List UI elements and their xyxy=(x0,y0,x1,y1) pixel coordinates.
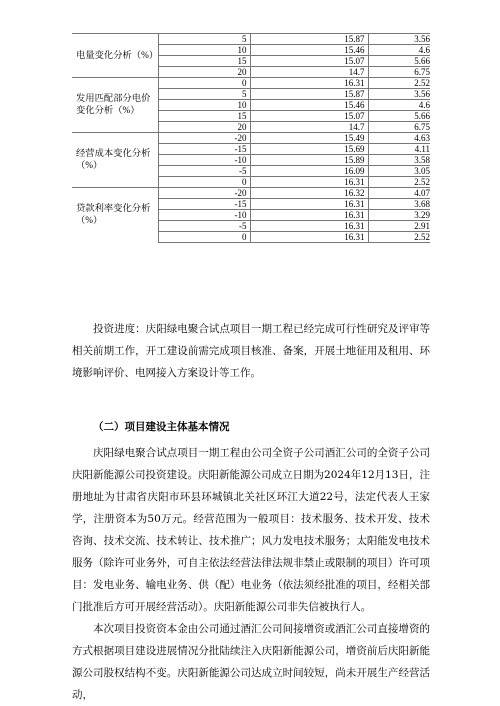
payback-cell: 4.63 xyxy=(368,133,430,144)
change-percent-cell: 10 xyxy=(158,100,250,111)
change-percent-cell: -5 xyxy=(158,166,250,177)
payback-cell: 6.75 xyxy=(368,122,430,133)
capital-injection-paragraph: 本次项目投资资本金由公司通过酒汇公司间接增资或酒汇公司直接增资的方式根据项目建设进展情况分批陆续注入庆阳新能源公司，增资前后庆阳新能源公司股权结构不变。庆阳新能源公司达成立时间较短，尚未开展生产经营活动， xyxy=(72,623,430,701)
change-percent-cell: 5 xyxy=(158,34,250,45)
irr-cell: 16.31 xyxy=(250,78,368,89)
irr-cell: 16.09 xyxy=(250,166,368,177)
payback-cell: 2.52 xyxy=(368,177,430,188)
change-percent-cell: -5 xyxy=(158,221,250,232)
irr-cell: 16.31 xyxy=(250,221,368,232)
irr-cell: 15.46 xyxy=(250,100,368,111)
payback-cell: 3.58 xyxy=(368,155,430,166)
irr-cell: 15.46 xyxy=(250,45,368,56)
analysis-category-label: 经营成本变化分析（%） xyxy=(72,133,158,188)
change-percent-cell: 10 xyxy=(158,45,250,56)
change-percent-cell: -20 xyxy=(158,133,250,144)
analysis-category-label: 电量变化分析（%） xyxy=(72,34,158,78)
payback-cell: 4.6 xyxy=(368,45,430,56)
entity-info-paragraph: 庆阳绿电聚合试点项目一期工程由公司全资子公司酒汇公司的全资子公司庆阳新能源公司投资建设。庆阳新能源公司成立日期为2024年12月13日，注册地址为甘肃省庆阳市环县环城镇北关社区环江大道22号，法定代表人王家学，注册资本为50万元。经营范围为一般项目：技术服务、技术开发、技术咨询、技术交流、技术转让、技术推广；风力发电技术服务；太阳能发电技术服务（除许可业务外，可自主依法经营法律法规非禁止或限制的项目）许可项目：发电业务、输电业务、供（配）电业务（依法须经批准的项目，经相关部门批准后方可开展经营活动）。庆阳新能源公司非失信被执行人。 xyxy=(72,447,430,613)
change-percent-cell: 15 xyxy=(158,111,250,122)
table-row xyxy=(72,188,430,199)
payback-cell: 6.75 xyxy=(368,67,430,78)
irr-cell: 16.31 xyxy=(250,232,368,243)
payback-cell: 3.56 xyxy=(368,34,430,45)
analysis-category-label: 贷款利率变化分析（%） xyxy=(72,188,158,243)
irr-cell: 14.7 xyxy=(250,67,368,78)
irr-cell: 15.89 xyxy=(250,155,368,166)
change-percent-cell: 20 xyxy=(158,67,250,78)
payback-cell: 2.52 xyxy=(368,232,430,243)
irr-cell: 16.31 xyxy=(250,199,368,210)
irr-cell: 15.69 xyxy=(250,144,368,155)
change-percent-cell: -15 xyxy=(158,144,250,155)
sensitivity-table xyxy=(72,33,430,243)
payback-cell: 5.66 xyxy=(368,56,430,67)
irr-cell: 16.32 xyxy=(250,188,368,199)
irr-cell: 15.07 xyxy=(250,111,368,122)
change-percent-cell: 0 xyxy=(158,177,250,188)
irr-cell: 15.07 xyxy=(250,56,368,67)
payback-cell: 5.66 xyxy=(368,111,430,122)
payback-cell: 3.29 xyxy=(368,210,430,221)
change-percent-cell: 20 xyxy=(158,122,250,133)
change-percent-cell: 0 xyxy=(158,78,250,89)
section-heading: （二）项目建设主体基本情况 xyxy=(93,421,230,433)
table-row xyxy=(72,133,430,144)
payback-cell: 3.56 xyxy=(368,89,430,100)
change-percent-cell: -10 xyxy=(158,155,250,166)
payback-cell: 2.91 xyxy=(368,221,430,232)
change-percent-cell: -20 xyxy=(158,188,250,199)
change-percent-cell: 5 xyxy=(158,89,250,100)
investment-progress-paragraph: 投资进度：庆阳绿电聚合试点项目一期工程已经完成可行性研究及评审等相关前期工作，开工建设前需完成项目核准、备案，开展土地征用及租用、环境影响评价、电网接入方案设计等工作。 xyxy=(72,323,430,379)
irr-cell: 15.87 xyxy=(250,34,368,45)
irr-cell: 16.31 xyxy=(250,177,368,188)
irr-cell: 15.87 xyxy=(250,89,368,100)
irr-cell: 14.7 xyxy=(250,122,368,133)
change-percent-cell: -10 xyxy=(158,210,250,221)
payback-cell: 3.68 xyxy=(368,199,430,210)
payback-cell: 4.6 xyxy=(368,100,430,111)
table-row xyxy=(72,34,430,45)
payback-cell: 4.07 xyxy=(368,188,430,199)
payback-cell: 3.05 xyxy=(368,166,430,177)
irr-cell: 15.49 xyxy=(250,133,368,144)
irr-cell: 16.31 xyxy=(250,210,368,221)
change-percent-cell: -15 xyxy=(158,199,250,210)
payback-cell: 2.52 xyxy=(368,78,430,89)
change-percent-cell: 0 xyxy=(158,232,250,243)
table-row xyxy=(72,78,430,89)
analysis-category-label: 发用匹配部分电价变化分析（%） xyxy=(72,78,158,133)
change-percent-cell: 15 xyxy=(158,56,250,67)
payback-cell: 4.11 xyxy=(368,144,430,155)
